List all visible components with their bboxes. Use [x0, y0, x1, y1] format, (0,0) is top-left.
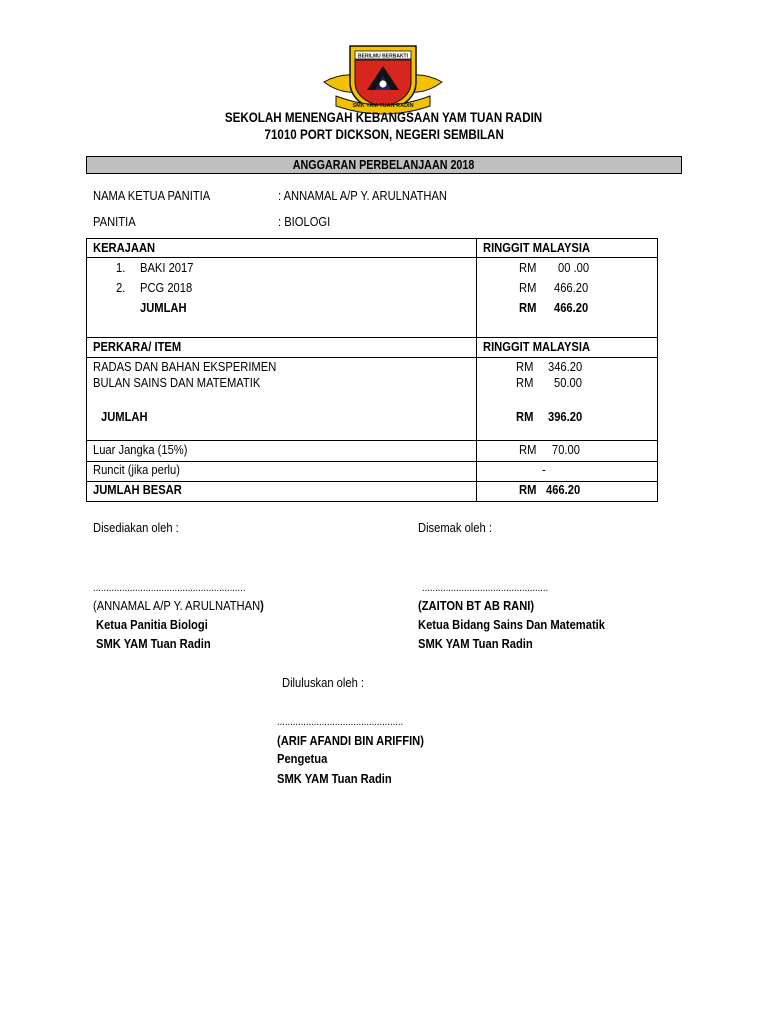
section1-item-amount: 466.20: [554, 280, 589, 295]
approved-role: Pengetua: [277, 751, 328, 766]
section1-total-currency: RM: [519, 300, 537, 315]
approved-school: SMK YAM Tuan Radin: [277, 771, 392, 786]
checked-school: SMK YAM Tuan Radin: [418, 636, 533, 651]
section2-item-amount: 346.20: [548, 359, 583, 374]
section1-total-amount: 466.20: [554, 300, 589, 315]
section2-total-label: JUMLAH: [101, 409, 148, 424]
section2-header-right: RINGGIT MALAYSIA: [483, 339, 591, 354]
approved-caption: Diluluskan oleh :: [282, 675, 365, 690]
section2-total-amount: 396.20: [548, 409, 583, 424]
prepared-signature-line: ..........................................................: [93, 582, 246, 594]
field-label-ketua: NAMA KETUA PANITIA: [93, 188, 211, 203]
section1-total-label: JUMLAH: [140, 300, 187, 315]
section1-item-num: 2.: [116, 280, 126, 295]
contingency-amount: 70.00: [552, 442, 580, 457]
contingency-label: Luar Jangka (15%): [93, 442, 188, 457]
field-value-ketua: : ANNAMAL A/P Y. ARULNATHAN: [278, 188, 448, 203]
section2-item-label: RADAS DAN BAHAN EKSPERIMEN: [93, 359, 277, 374]
section2-item-currency: RM: [516, 375, 534, 390]
approved-name: (ARIF AFANDI BIN ARIFFIN): [277, 733, 424, 748]
section2-item-label: BULAN SAINS DAN MATEMATIK: [93, 375, 261, 390]
contingency-currency: RM: [519, 442, 537, 457]
section2-header-left: PERKARA/ ITEM: [93, 339, 182, 354]
document-title: ANGGARAN PERBELANJAAN 2018: [86, 156, 682, 174]
field-label-panitia: PANITIA: [93, 214, 136, 229]
checked-role: Ketua Bidang Sains Dan Matematik: [418, 617, 606, 632]
prepared-role: Ketua Panitia Biologi: [96, 617, 208, 632]
approved-signature-line: ................................................: [277, 716, 404, 728]
prepared-school: SMK YAM Tuan Radin: [96, 636, 211, 651]
section1-item-label: BAKI 2017: [140, 260, 194, 275]
section2-item-amount: 50.00: [554, 375, 582, 390]
school-name: SEKOLAH MENENGAH KEBANGSAAN YAM TUAN RADIN: [225, 110, 543, 125]
school-address: 71010 PORT DICKSON, NEGERI SEMBILAN: [264, 127, 504, 142]
checked-name: (ZAITON BT AB RANI): [418, 598, 535, 613]
section1-item-num: 1.: [116, 260, 126, 275]
school-crest: [322, 42, 444, 116]
section1-header-right: RINGGIT MALAYSIA: [483, 240, 591, 255]
checked-caption: Disemak oleh :: [418, 520, 492, 535]
budget-table: [86, 238, 658, 502]
grand-total-currency: RM: [519, 482, 537, 497]
section2-item-currency: RM: [516, 359, 534, 374]
grand-total-amount: 466.20: [546, 482, 581, 497]
checked-signature-line: ................................................: [422, 582, 549, 594]
field-value-panitia: : BIOLOGI: [278, 214, 331, 229]
petty-amount: -: [542, 462, 546, 477]
section1-item-label: PCG 2018: [140, 280, 193, 295]
petty-label: Runcit (jika perlu): [93, 462, 180, 477]
grand-total-label: JUMLAH BESAR: [93, 482, 182, 497]
section1-item-currency: RM: [519, 260, 537, 275]
section1-item-amount: 00 .00: [558, 260, 590, 275]
svg-text:SMK YAM TUAN RADIN: SMK YAM TUAN RADIN: [352, 103, 414, 109]
prepared-caption: Disediakan oleh :: [93, 520, 179, 535]
prepared-name: (ANNAMAL A/P Y. ARULNATHAN): [93, 598, 264, 613]
section2-total-currency: RM: [516, 409, 534, 424]
section1-item-currency: RM: [519, 280, 537, 295]
section1-header-left: KERAJAAN: [93, 240, 156, 255]
crest-emblem-icon: [322, 42, 444, 116]
svg-text:BERILMU BERBAKTI: BERILMU BERBAKTI: [358, 53, 408, 60]
